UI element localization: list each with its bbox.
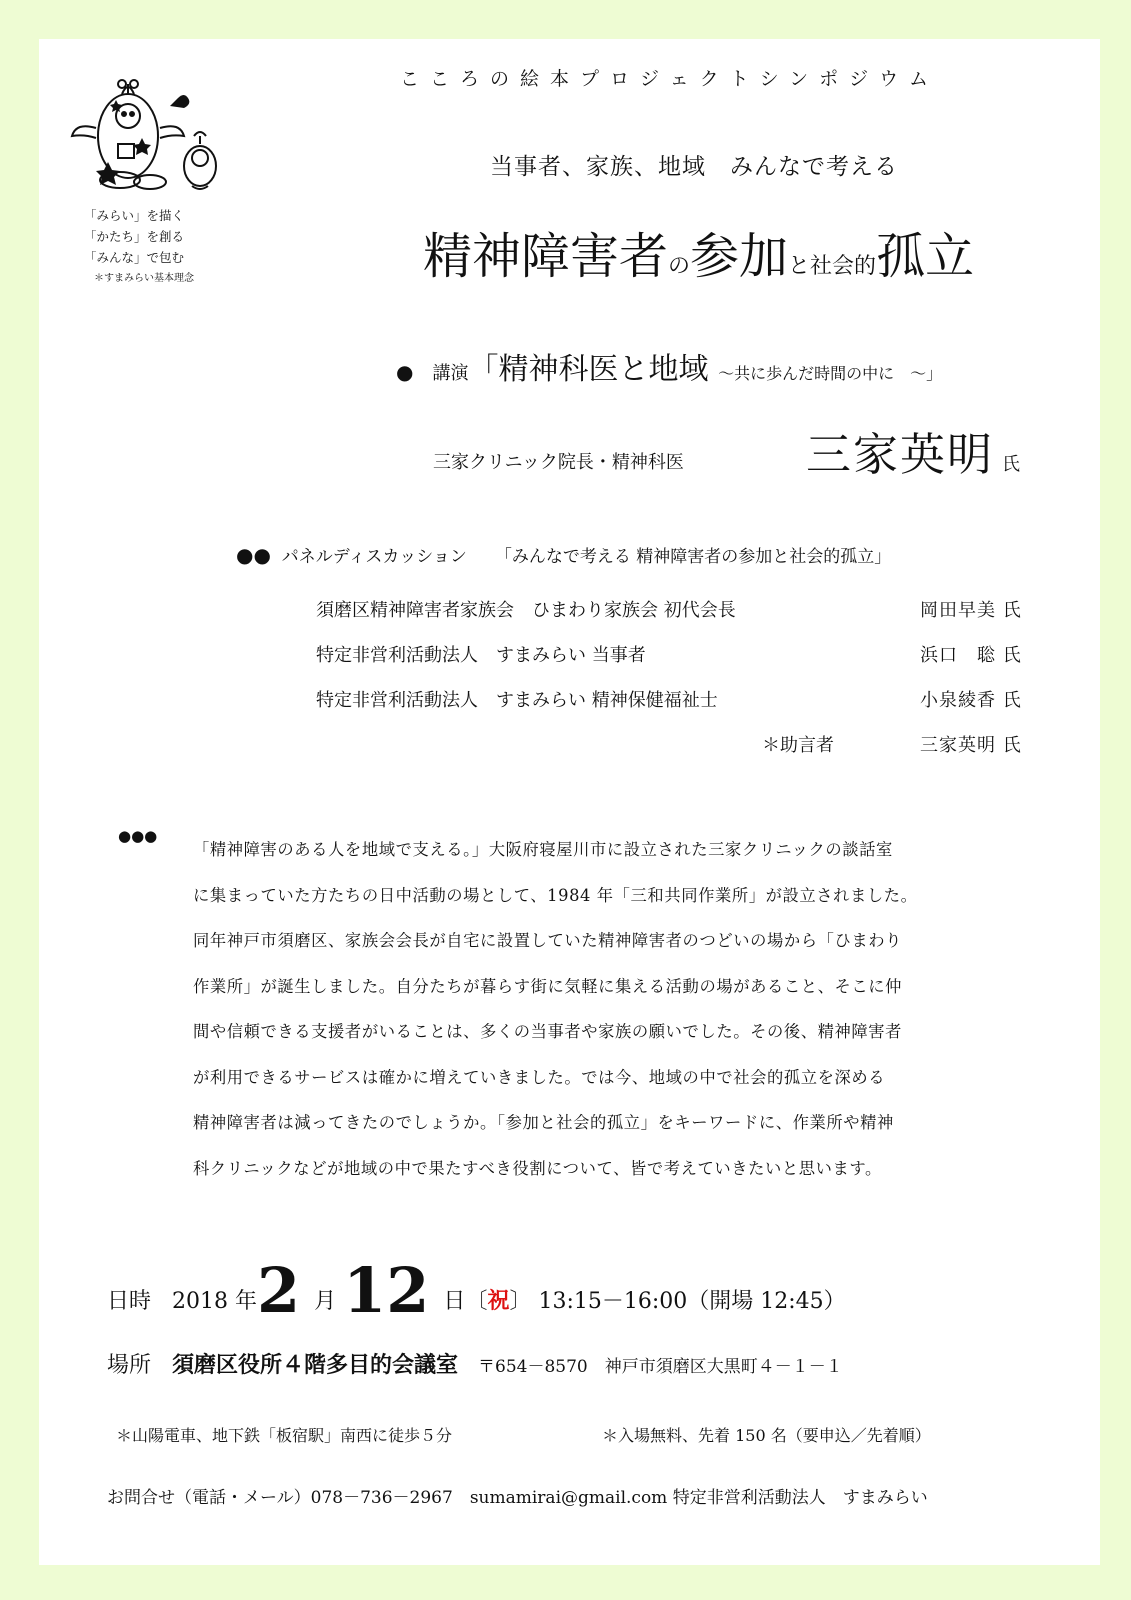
lecture-title: 「精神科医と地域 (468, 352, 709, 387)
title-part: の (668, 254, 691, 279)
bullet-icon: ● (396, 360, 414, 384)
bracket: 〔 (465, 1289, 488, 1314)
lecture-heading (396, 344, 942, 388)
day-unit: 日 (443, 1289, 466, 1314)
motto-line: 「みらい」を描く (84, 208, 185, 223)
panel-heading (236, 542, 891, 567)
event-day: 12 (343, 1254, 430, 1327)
speaker-name (806, 418, 1020, 483)
motto-line: 「かたち」を創る (84, 229, 185, 244)
speaker-name-text: 三家英明 (806, 428, 995, 481)
bullet-icon: ●● (236, 543, 271, 567)
paragraph-line: に集まっていた方たちの日中活動の場として、1984 年「三和共同作業所」が設立されました。 (193, 885, 918, 905)
title-part: 孤立 (876, 228, 975, 285)
honorific: 氏 (1002, 690, 1022, 711)
event-place (107, 1348, 843, 1379)
place-label: 場所 (107, 1353, 152, 1378)
series-title: こころの絵本プロジェクトシンポジウム (400, 68, 939, 90)
paragraph-line: 同年神戸市須磨区、家族会会長が自宅に設置していた精神障害者のつどいの場から「ひまわり (193, 931, 903, 950)
panel-member-org: 須磨区精神障害者家族会 ひまわり家族会 初代会長 (316, 600, 736, 621)
event-time: 13:15－16:00（開場 12:45） (538, 1289, 846, 1314)
panel-label: パネルディスカッション (281, 547, 467, 567)
panel-title: 「みんなで考える 精神障害者の参加と社会的孤立」 (494, 547, 892, 567)
motto-note: ＊すまみらい基本理念 (94, 273, 194, 284)
honorific: 氏 (1002, 735, 1022, 756)
lead-text: 当事者、家族、地域 みんなで考える (490, 154, 898, 180)
bullet-icon: ●●● (118, 827, 158, 845)
admission-info: ＊入場無料、先着 150 名（要申込／先着順） (602, 1426, 931, 1445)
title-part: 参加 (690, 228, 789, 285)
event-year: 2018 年 (172, 1289, 257, 1314)
lecture-subtitle: ～共に歩んだ時間の中に ～」 (718, 364, 943, 383)
title-part: 精神障害者 (423, 228, 669, 285)
honorific: 氏 (1002, 454, 1021, 475)
honorific: 氏 (1002, 600, 1022, 621)
address: 〒654－8570 神戸市須磨区大黒町４－１－１ (478, 1357, 843, 1377)
paragraph-line: 精神障害者は減ってきたのでしょうか。「参加と社会的孤立」をキーワードに、作業所や精神 (193, 1113, 894, 1132)
panel-member-name (920, 641, 1022, 667)
panel-member-name (920, 731, 1022, 757)
venue: 須磨区役所４階多目的会議室 (172, 1352, 459, 1378)
panel-member-org: 特定非営利活動法人 すまみらい 精神保健福祉士 (316, 690, 718, 711)
panel-member-name-text: 三家英明 (920, 735, 996, 756)
event-datetime (107, 1250, 846, 1327)
access-info: ＊山陽電車、地下鉄「板宿駅」南西に徒歩５分 (116, 1426, 453, 1445)
motto-line: 「みんな」で包む (84, 250, 185, 265)
date-label: 日時 (107, 1289, 152, 1314)
lecture-label: 講演 (432, 363, 469, 384)
paragraph-line: 「精神障害のある人を地域で支える。」大阪府寝屋川市に設立された三家クリニックの談話室 (193, 840, 893, 859)
holiday-mark: 祝 (487, 1288, 510, 1314)
panel-advisor-label: ＊助言者 (762, 735, 834, 756)
month-unit: 月 (314, 1289, 337, 1314)
paragraph-line: 科クリニックなどが地域の中で果たすべき役割について、皆で考えていきたいと思います。 (193, 1158, 882, 1178)
panel-member-name (920, 596, 1022, 622)
paragraph-line: 作業所」が誕生しました。自分たちが暮らす街に気軽に集える活動の場があること、そこに仲 (193, 976, 903, 996)
contact-info: お問合せ（電話・メール）078－736－2967 sumamirai@gmail.com 特定非営利活動法人 すまみらい (107, 1488, 928, 1508)
panel-member-name (920, 686, 1022, 712)
honorific: 氏 (1002, 645, 1022, 666)
bracket: 〕 (509, 1289, 532, 1314)
title-part: と社会的 (788, 254, 877, 279)
paragraph-line: が利用できるサービスは確かに増えていきました。では今、地域の中で社会的孤立を深める (193, 1067, 886, 1087)
speaker-role: 三家クリニック院長・精神科医 (433, 452, 684, 473)
intro-paragraph (193, 827, 1031, 1191)
event-month: 2 (256, 1254, 301, 1327)
page-title (423, 218, 974, 288)
panel-member-name-text: 小泉綾香 (920, 690, 996, 711)
motto-block (84, 205, 194, 289)
panel-member-org: 特定非営利活動法人 すまみらい 当事者 (316, 645, 646, 666)
panel-member-name-text: 浜口 聡 (920, 645, 996, 666)
panel-member-name-text: 岡田早美 (920, 600, 996, 621)
paragraph-line: 間や信頼できる支援者がいることは、多くの当事者や家族の願いでした。その後、精神障害者 (193, 1022, 903, 1041)
mascot-illustration-icon (70, 78, 230, 198)
